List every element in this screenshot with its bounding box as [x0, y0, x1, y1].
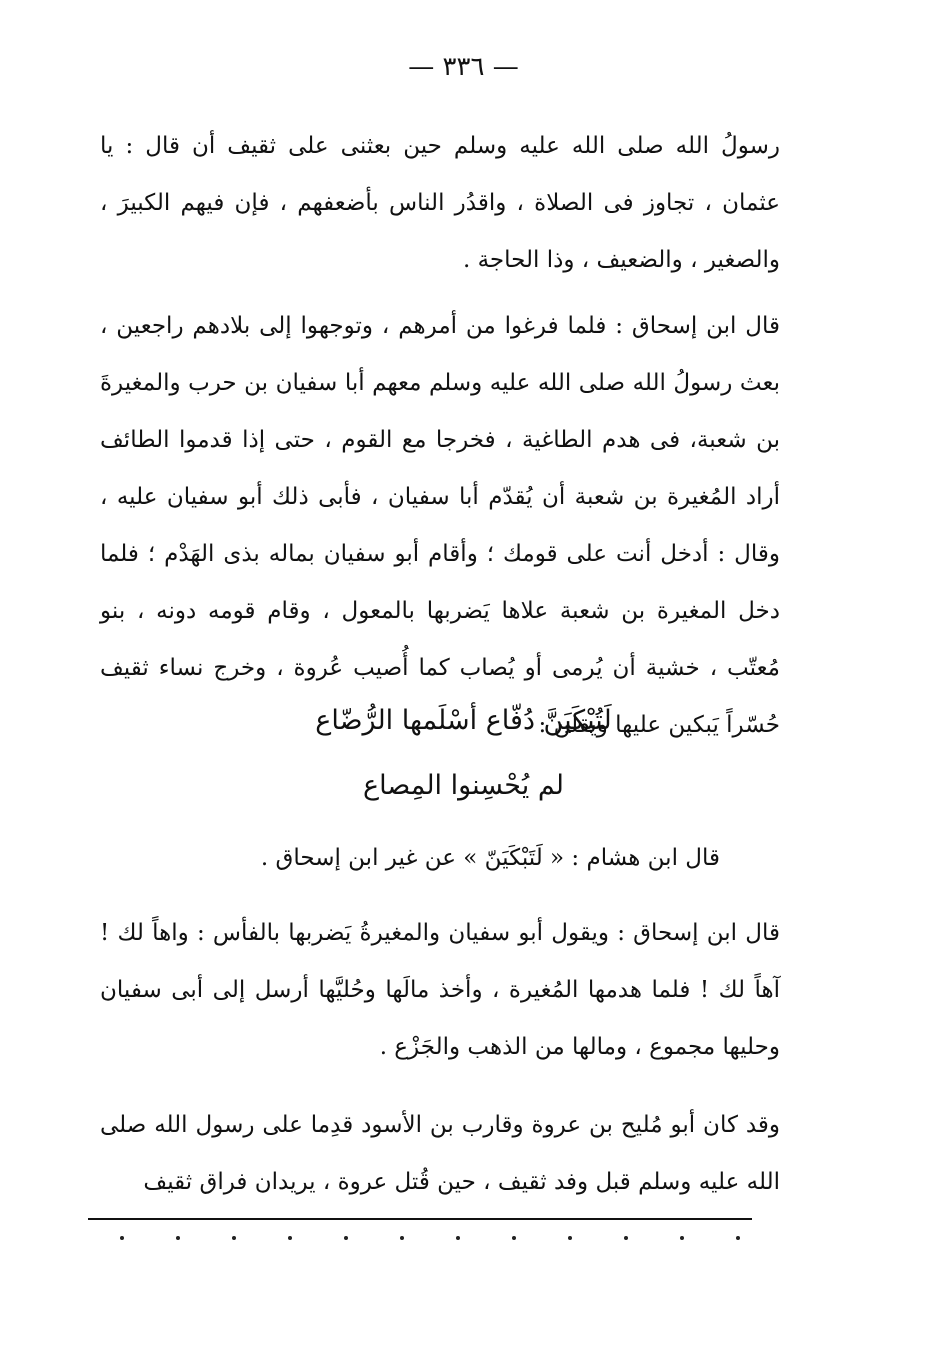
dot — [624, 1236, 628, 1240]
paragraph-3 — [100, 905, 780, 1076]
dot — [344, 1236, 348, 1240]
paragraph-text: قال ابن إسحاق : فلما فرغوا من أمرهم ، وتوجهوا إلى بلادهم راجعين ، بعث رسولُ الله صلى الله عليه وسلم معهم أبا سفيان بن حرب والمغيرةَ بن شعبة، فى هدم الطاغية ، فخرجا مع القوم ، حتى إذا قدموا الطائف أراد المُغيرة بن شعبة أن يُقدّم أبا سفيان ، فأبى ذلك أبو سفيان عليه ، وقال : أدخل أنت على قومك ؛ وأقام أبو سفيان بماله بذى الهَدْم ؛ فلما دخل المغيرة بن شعبة علاها يَضربها بالمعول ، وقام قومه دونه ، بنو مُعتّب ، خشية أن يُرمى أو يُصاب كما أُصيب عُروة ، وخرج نساء ثقيف حُسّراً يَبكين عليها ويقلن : — [100, 313, 780, 738]
paragraph-text: وقد كان أبو مُليح بن عروة وقارب بن الأسود قدِما على رسول الله صلى الله عليه وسلم قبل وفد ثقيف ، حين قُتل عروة ، يريدان فراق ثقيف — [100, 1112, 780, 1195]
page-number: — ٣٣٦ — — [408, 52, 519, 82]
ibn-hisham-note: قال ابن هشام : « لَتَبْكَيَنّ » عن غير ابن إسحاق . — [260, 845, 720, 871]
dot — [680, 1236, 684, 1240]
dot — [176, 1236, 180, 1240]
dot — [232, 1236, 236, 1240]
dot — [400, 1236, 404, 1240]
paragraph-4 — [100, 1097, 780, 1211]
paragraph-2 — [100, 298, 780, 754]
dot — [736, 1236, 740, 1240]
paragraph-text: رسولُ الله صلى الله عليه وسلم حين بعثنى على ثقيف أن قال : يا عثمان ، تجاوز فى الصلاة ، واقدُر الناس بأضعفهم ، فإن فيهم الكبيرَ ، والصغير ، والضعيف ، وذا الحاجة . — [100, 133, 780, 273]
paragraph-text: قال ابن إسحاق : ويقول أبو سفيان والمغيرةُ يَضربها بالفأس : واهاً لك ! آهاً لك ! فلما هدمها المُغيرة ، وأخذ مالَها وحُليَّها أرسل إلى أبى سفيان وحليها مجموع ، ومالها من الذهب والجَزْع . — [100, 920, 780, 1060]
dot — [512, 1236, 516, 1240]
verse-line-1: لَتُبْكَيَنَّ دُفّاع أسْلَمها الرُّضّاع — [315, 705, 612, 736]
verse-line-2: لم يُحْسِنوا المِصاع — [362, 770, 565, 801]
dot — [568, 1236, 572, 1240]
footnote-rule — [88, 1218, 752, 1220]
dot — [120, 1236, 124, 1240]
paragraph-1 — [100, 118, 780, 289]
dot — [288, 1236, 292, 1240]
footer-dots — [120, 1236, 740, 1240]
dot — [456, 1236, 460, 1240]
